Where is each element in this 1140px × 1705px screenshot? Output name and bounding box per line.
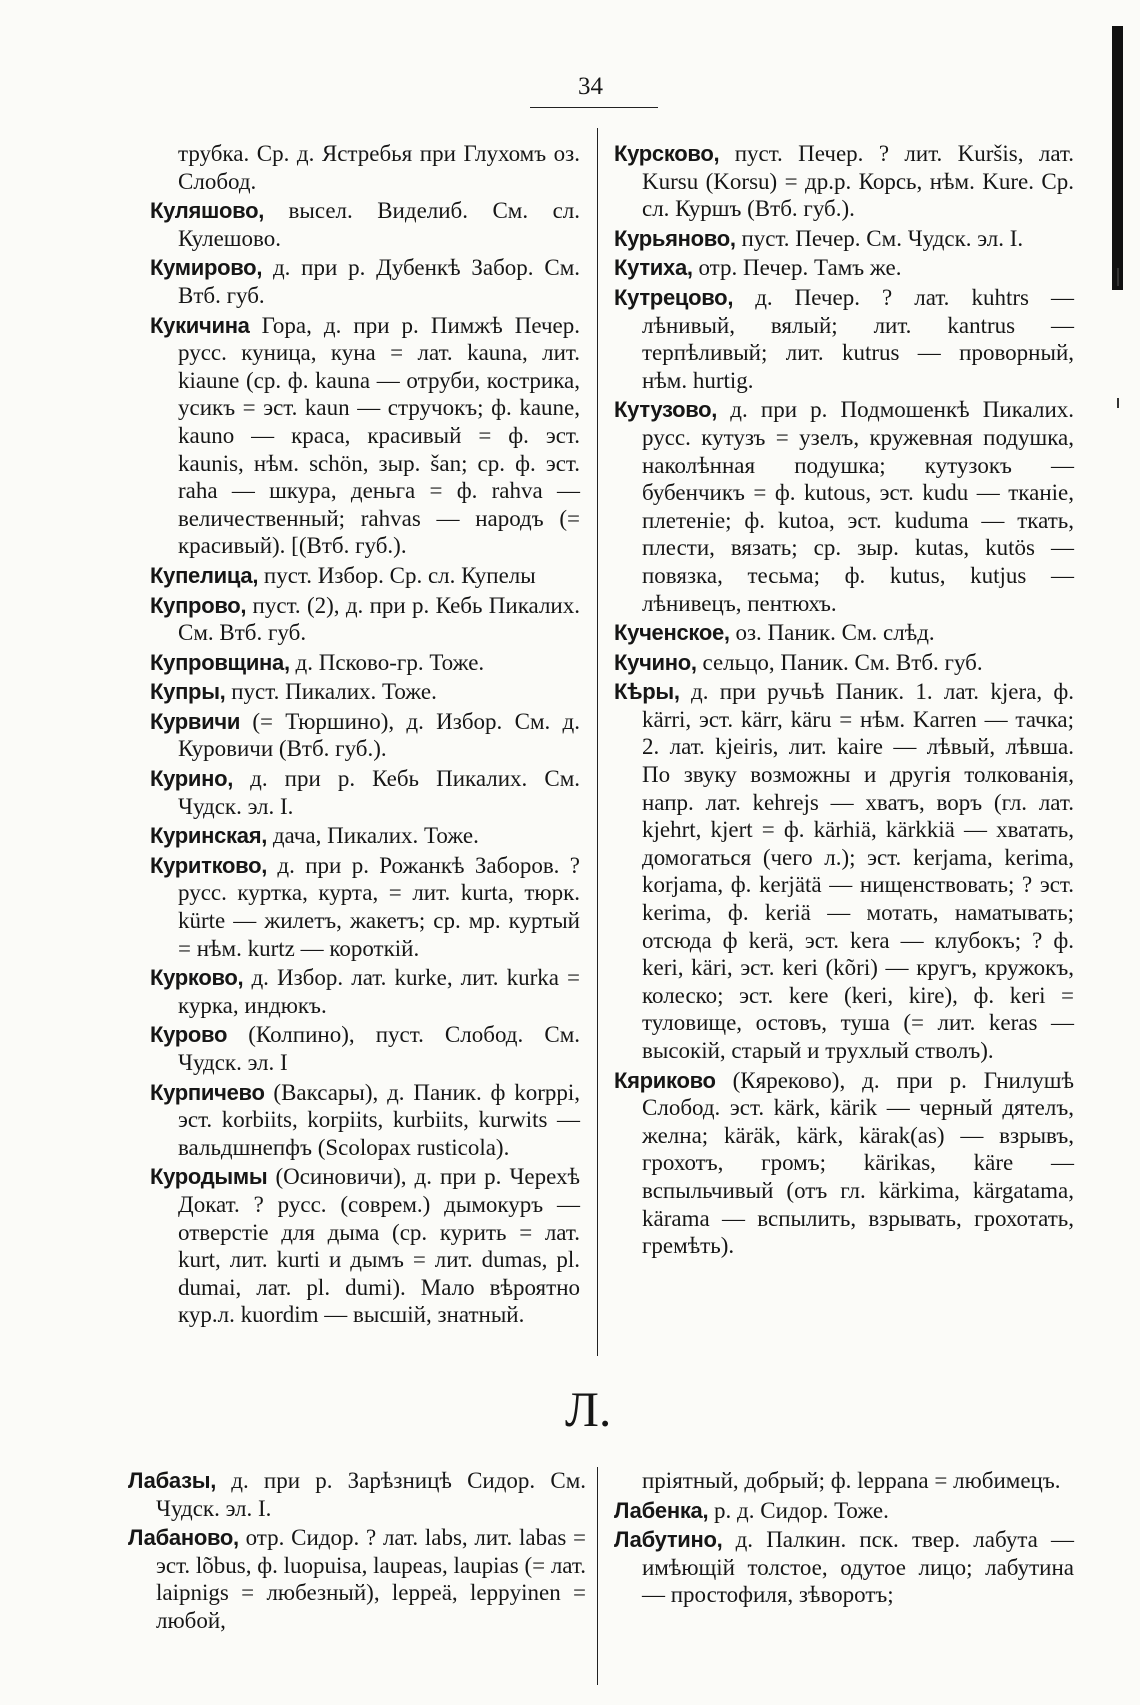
left-column-bottom xyxy=(128,1467,586,1637)
right-column-top xyxy=(614,140,1074,1262)
dictionary-entry xyxy=(614,225,1074,253)
column-divider-top xyxy=(597,128,598,1356)
entry-headword: Курово xyxy=(150,1022,228,1048)
dictionary-entry xyxy=(150,1021,580,1076)
dictionary-entry xyxy=(150,852,580,962)
entry-text: пріятный, добрый; ф. leppana = любимецъ. xyxy=(642,1468,1061,1493)
entry-text: (= Тюршино), д. Избор. См. д. Куровичи (Втб. губ.). xyxy=(178,708,580,762)
entry-headword: Лабутино, xyxy=(614,1527,723,1553)
entry-text: д. Палкин. пск. твер. лабута — имѣющій толстое, одутое лицо; лабутина — простофиля, зѣворотъ; xyxy=(642,1527,1074,1608)
entry-text: отр. Печер. Тамъ же. xyxy=(698,255,902,281)
dictionary-entry xyxy=(150,678,580,706)
right-column-bottom xyxy=(614,1467,1074,1611)
entry-text: д. при р. Кебь Пикалих. См. Чудск. эл. I. xyxy=(178,766,581,819)
dictionary-entry xyxy=(150,312,580,560)
entry-text: (Осиновичи), д. при р. Черехѣ Докат. ? русс. (соврем.) дымокуръ — отверстіе для дыма (ср. курить = лат. kurt, лит. kurti и дымъ = лит. dumas, pl. dumai, лат. pl. dumi). Мало вѣроятно кур.л. kuordim — высшій, знатный. xyxy=(178,1164,581,1328)
entry-headword: Курьяново, xyxy=(614,225,736,251)
page-number: 34 xyxy=(578,73,603,100)
entry-headword: Курино, xyxy=(150,766,234,792)
dictionary-entry xyxy=(150,1163,580,1329)
entry-headword: Купрово, xyxy=(150,592,247,618)
entry-text: пуст. Пикалих. Тоже. xyxy=(231,679,437,705)
entry-headword: Курсково, xyxy=(614,141,720,166)
entry-text: отр. Сидор. ? лат. labs, лит. labas = эст. lõbus, ф. luopuisa, laupeas, laupias (= лат. laipnigs = любезный), leppeä, leppyinen = любой, xyxy=(156,1525,586,1633)
section-heading-letter: Л. xyxy=(565,1381,612,1437)
entry-text: высел. Виделиб. См. сл. Кулешово. xyxy=(178,198,581,251)
dictionary-entry xyxy=(128,1524,586,1634)
entry-text: д. при р. Подмошенкѣ Пикалих. русс. кутузъ = узелъ, кружевная подушка, наколѣнная подушка; кутузокъ — бубенчикъ = ф. kutous, эст. kudu — тканіе, плетеніе; ф. kutoa, эст. kuduma — ткать, плести, вязать; ср. зыр. kutas, kutös — повязка, тесьма; ф. kutus, kutjus — лѣнивецъ, пентюхъ. xyxy=(642,397,1074,616)
dictionary-entry xyxy=(614,1067,1074,1260)
entry-headword: Кутиха, xyxy=(614,255,693,281)
dictionary-entry xyxy=(150,592,580,647)
entry-headword: Кумирово, xyxy=(150,255,263,281)
page-edge-bar xyxy=(1112,26,1123,290)
dictionary-entry xyxy=(150,964,580,1019)
dictionary-entry xyxy=(614,140,1074,223)
entry-text: д. Печер. ? лат. kuhtrs — лѣнивый, вялый; лит. kantrus — терпѣливый; лит. kutrus — проворный, нѣм. hurtig. xyxy=(642,284,1074,393)
entry-text: д. Псково-гр. Тоже. xyxy=(295,649,485,675)
entry-text: (Ваксары), д. Паник. ф korppi, эст. korbiits, korpiits, kurbiits, kurwits — вальдшнепфъ (Scolopax rusticola). xyxy=(178,1079,581,1160)
entry-headword: Куринская, xyxy=(150,823,268,849)
entry-text: д. при р. Дубенкѣ Забор. См. Втб. губ. xyxy=(178,255,580,308)
entry-text: пуст. (2), д. при р. Кебь Пикалих. См. Втб. губ. xyxy=(178,592,580,646)
entry-text: д. Избор. лат. kurke, лит. kurka = курка, индюкъ. xyxy=(178,965,581,1018)
left-column-top xyxy=(150,140,580,1331)
entry-text: (Колпино), пуст. Слобод. См. Чудск. эл. I xyxy=(178,1022,580,1075)
dictionary-entry xyxy=(614,396,1074,617)
dictionary-entry xyxy=(150,254,580,309)
entry-text: (Кярековo), д. при р. Гнилушѣ Слобод. эст. kärk, kärik — черный дятелъ, желна; käräk, kärk, kärak(as) — взрывъ, грохотъ, громъ; kärikas, käre — вспыльчивый (отъ гл. kärkima, kärgatama, kärama — вспылить, взрывать, грохотать, гремѣть). xyxy=(642,1067,1074,1259)
dictionary-entry xyxy=(150,197,580,252)
entry-text: р. д. Сидор. Тоже. xyxy=(714,1497,889,1523)
dictionary-entry xyxy=(614,1526,1074,1609)
page-edge-mark xyxy=(1117,398,1119,408)
entry-headword: Курково, xyxy=(150,965,244,991)
entry-headword: Курпичево xyxy=(150,1079,265,1105)
dictionary-entry xyxy=(150,140,580,195)
entry-text: пуст. Печер. См. Чудск. эл. I. xyxy=(741,225,1024,251)
entry-headword: Кучино, xyxy=(614,649,697,675)
dictionary-entry xyxy=(150,822,580,850)
dictionary-entry xyxy=(150,1079,580,1162)
entry-headword: Лабазы, xyxy=(128,1468,217,1493)
column-divider-bottom xyxy=(597,1467,598,1685)
entry-text: д. при р. Рожанкѣ Заборов. ? русс. куртка, курта, = лит. kurta, тюрк. kürte — жилетъ, жакетъ; ср. мр. куртый = нѣм. kurtz — короткій. xyxy=(178,852,580,961)
dictionary-entry xyxy=(150,765,580,820)
entry-headword: Куродымы xyxy=(150,1164,268,1190)
entry-headword: Кутузово, xyxy=(614,397,718,423)
entry-headword: Кутрецово, xyxy=(614,284,734,310)
dictionary-entry xyxy=(614,649,1074,677)
entry-text: сельцо, Паник. См. Втб. губ. xyxy=(702,649,983,675)
entry-headword: Куляшово, xyxy=(150,198,265,224)
entry-text: оз. Паник. См. слѣд. xyxy=(735,620,935,646)
entry-text: дача, Пикалих. Тоже. xyxy=(272,823,479,849)
dictionary-entry xyxy=(614,1497,1074,1525)
entry-headword: Купелица, xyxy=(150,562,259,588)
dictionary-entry xyxy=(614,254,1074,282)
entry-headword: Куритково, xyxy=(150,852,268,878)
entry-headword: Кукичина xyxy=(150,312,250,338)
entry-headword: Лабаново, xyxy=(128,1525,239,1551)
entry-headword: Кѣры, xyxy=(614,679,680,705)
entry-headword: Купры, xyxy=(150,679,226,705)
entry-headword: Кяриково xyxy=(614,1067,716,1093)
dictionary-entry xyxy=(614,284,1074,394)
page-edge-mark xyxy=(1117,268,1119,286)
entry-headword: Купровщина, xyxy=(150,649,290,675)
header-rule xyxy=(530,107,658,108)
entry-headword: Кученское, xyxy=(614,620,730,646)
entry-headword: Курвичи xyxy=(150,708,241,734)
dictionary-entry xyxy=(150,562,580,590)
dictionary-entry xyxy=(150,708,580,763)
entry-text: д. при р. Зарѣзницѣ Сидор. См. Чудск. эл. I. xyxy=(156,1468,587,1521)
entry-text: пуст. Избор. Ср. сл. Купелы xyxy=(263,562,536,588)
entry-text: трубка. Ср. д. Ястребья при Глухомъ оз. Слобод. xyxy=(178,141,580,194)
dictionary-entry xyxy=(614,678,1074,1064)
dictionary-entry xyxy=(614,619,1074,647)
dictionary-entry xyxy=(614,1467,1074,1495)
entry-headword: Лабенка, xyxy=(614,1497,709,1523)
entry-text: д. при ручьѣ Паник. 1. лат. kjera, ф. kärri, эст. kärr, käru = нѣм. Karren — тачка; 2. лат. kjeiris, лит. kaire — лѣвый, лѣвша. По звуку возможны и другія толкованія, напр. лат. kehrejs — хватъ, воръ (гл. лат. kjehrt, kjert = ф. kärhiä, kärkkiä — хватать, домогаться (чего л.); эст. kerjama, kerima, korjama, ф. kerjätä — нищенствовать; ? эст. kerima, ф. keriä — мотать, наматывать; отсюда ф kerä, эст. kera — клубокъ; ? ф. keri, käri, эст. keri (kõri) — кругъ, кружокъ, колеско; эст. kere (keri, kire), ф. keri = туловище, остовъ, туша (= лит. keras — высокій, старый и трухлый стволъ). xyxy=(642,679,1075,1063)
dictionary-entry xyxy=(128,1467,586,1522)
entry-text: Гора, д. при р. Пимжѣ Печер. русс. куница, куна = лат. kauna, лит. kiaune (ср. ф. kauna — отруби, кострика, усикъ = эст. kaun — стручокъ; ф. kaune, kauno — краса, красивый = ф. эст. kaunis, нѣм. schön, зыр. šan; ср. ф. эст. raha — шкура, деньга = ф. rahva — величественный; rahvas — народъ (= красивый). [(Втб. губ.). xyxy=(178,312,580,559)
dictionary-entry xyxy=(150,649,580,677)
entry-text: пуст. Печер. ? лит. Kuršis, лат. Kursu (Korsu) = др.р. Корсь, нѣм. Kure. Ср. сл. Куршъ (Втб. губ.). xyxy=(642,141,1075,222)
